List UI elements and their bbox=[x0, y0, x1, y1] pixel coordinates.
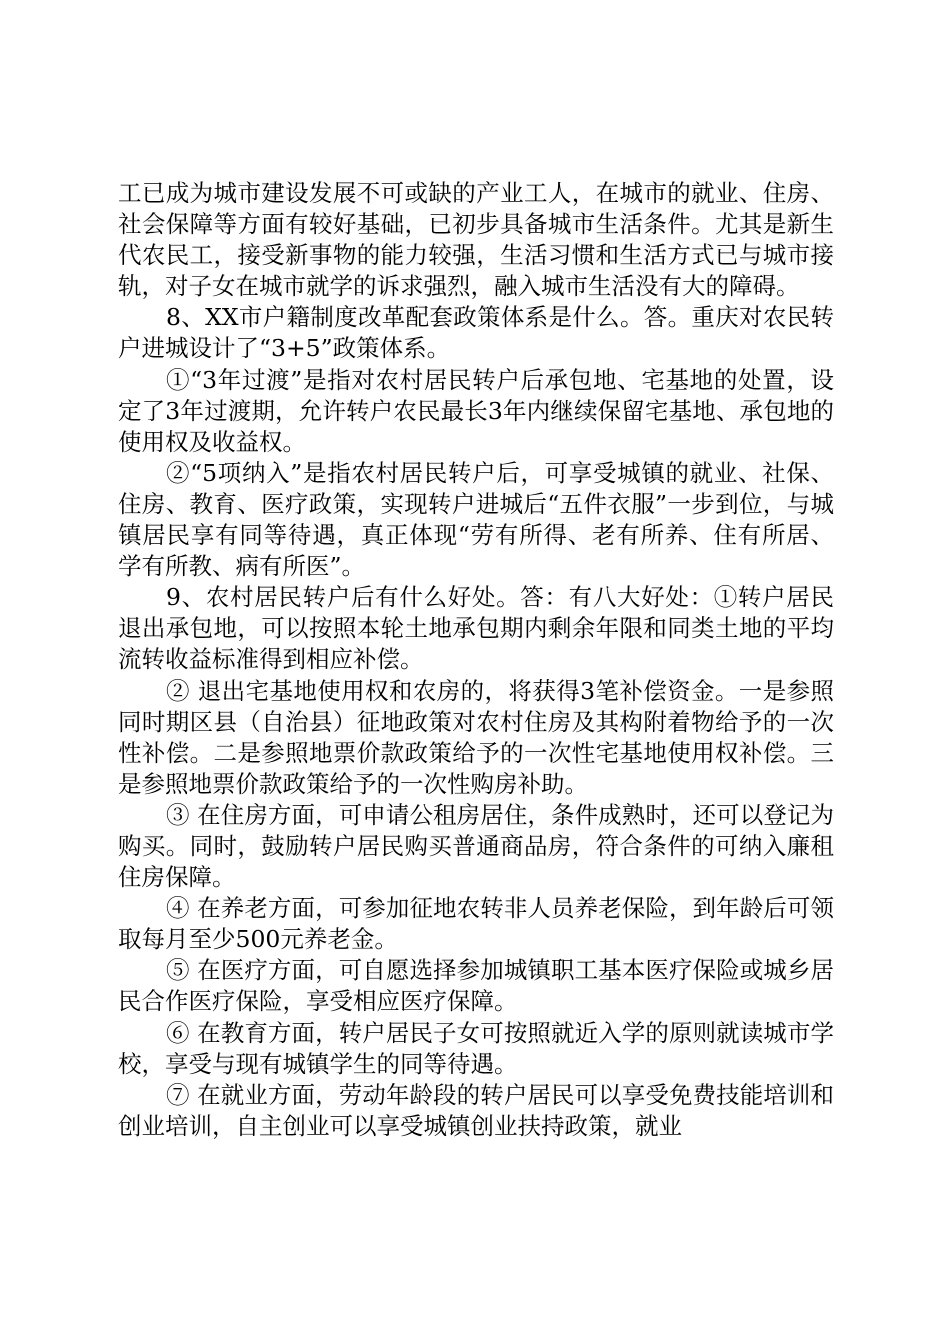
paragraph-5-inclusions: ②“5项纳入”是指农村居民转户后，可享受城镇的就业、社保、住房、教育、医疗政策，实现转户进城后“五件衣服”一步到位，与城镇居民享有同等待遇，真正体现“劳有所得、老有所养、住有所居、学有所教、病有所医”。 bbox=[118, 458, 834, 581]
paragraph-benefit-3-housing: ③ 在住房方面，可申请公租房居住，条件成熟时，还可以登记为购买。同时，鼓励转户居民购买普通商品房，符合条件的可纳入廉租住房保障。 bbox=[118, 800, 834, 892]
paragraph-benefit-6-education: ⑥ 在教育方面，转户居民子女可按照就近入学的原则就读城市学校，享受与现有城镇学生的同等待遇。 bbox=[118, 1018, 834, 1078]
paragraph-benefit-2: ② 退出宅基地使用权和农房的，将获得3笔补偿资金。一是参照同时期区县（自治县）征地政策对农村住房及其构附着物给予的一次性补偿。二是参照地票价款政策给予的一次性宅基地使用权补偿。三是参照地票价款政策给予的一次性购房补助。 bbox=[118, 676, 834, 798]
document-body bbox=[118, 178, 834, 1142]
paragraph-benefit-4-pension: ④ 在养老方面，可参加征地农转非人员养老保险，到年龄后可领取每月至少500元养老金。 bbox=[118, 894, 834, 954]
paragraph-benefit-7-employment: ⑦ 在就业方面，劳动年龄段的转户居民可以享受免费技能培训和创业培训，自主创业可以享受城镇创业扶持政策，就业 bbox=[118, 1080, 834, 1140]
paragraph-question-9: 9、农村居民转户后有什么好处。答：有八大好处：①转户居民退出承包地，可以按照本轮土地承包期内剩余年限和同类土地的平均流转收益标准得到相应补偿。 bbox=[118, 583, 834, 674]
paragraph-question-8: 8、XX市户籍制度改革配套政策体系是什么。答。重庆对农民转户进城设计了“3+5”政策体系。 bbox=[118, 303, 834, 363]
paragraph-benefit-5-medical: ⑤ 在医疗方面，可自愿选择参加城镇职工基本医疗保险或城乡居民合作医疗保险，享受相应医疗保障。 bbox=[118, 956, 834, 1016]
paragraph-3-year-transition: ①“3年过渡”是指对农村居民转户后承包地、宅基地的处置，设定了3年过渡期，允许转户农民最长3年内继续保留宅基地、承包地的使用权及收益权。 bbox=[118, 365, 834, 456]
paragraph-continuation: 工已成为城市建设发展不可或缺的产业工人，在城市的就业、住房、社会保障等方面有较好基础，已初步具备城市生活条件。尤其是新生代农民工，接受新事物的能力较强，生活习惯和生活方式已与城市接轨，对子女在城市就学的诉求强烈，融入城市生活没有大的障碍。 bbox=[118, 179, 834, 301]
